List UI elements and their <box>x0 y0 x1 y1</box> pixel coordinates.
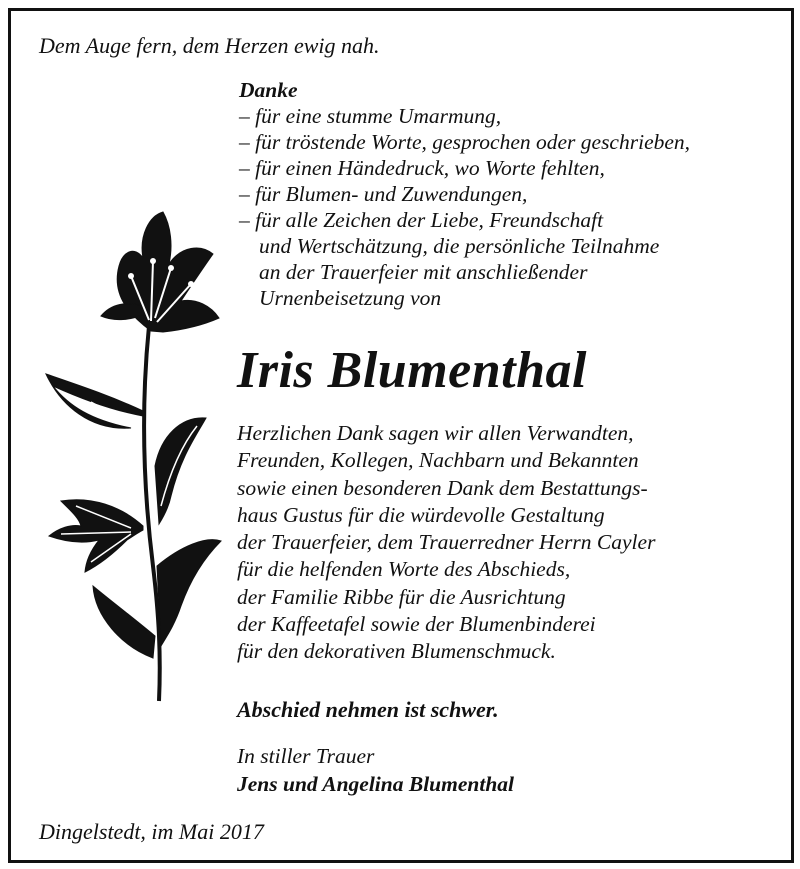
gratitude-line: der Familie Ribbe für die Ausrichtung <box>237 584 566 609</box>
thanks-item: – für tröstende Worte, gesprochen oder geschrieben, <box>239 130 691 154</box>
gratitude-line: der Trauerfeier, dem Trauerredner Herrn Cayler <box>237 530 656 555</box>
thanks-continuation: an der Trauerfeier mit anschließender <box>259 260 588 284</box>
deceased-name: Iris Blumenthal <box>237 342 587 399</box>
farewell-line: Abschied nehmen ist schwer. <box>237 697 499 722</box>
gratitude-line: für den dekorativen Blumenschmuck. <box>237 639 556 664</box>
thanks-block <box>239 77 787 311</box>
mourning-block <box>237 742 514 798</box>
thanks-continuation: und Wertschätzung, die persönliche Teilnahme <box>259 234 660 258</box>
obituary-notice <box>8 8 794 863</box>
thanks-heading: Danke <box>239 78 298 102</box>
thanks-item: – für Blumen- und Zuwendungen, <box>239 182 528 206</box>
thanks-item: – für eine stumme Umarmung, <box>239 104 502 128</box>
gratitude-line: haus Gustus für die würdevolle Gestaltung <box>237 502 605 527</box>
thanks-item: – für alle Zeichen der Liebe, Freundschaft <box>239 208 604 232</box>
mourners-signature: Jens und Angelina Blumenthal <box>237 772 515 796</box>
place-date: Dingelstedt, im Mai 2017 <box>39 819 264 844</box>
gratitude-line: Freunden, Kollegen, Nachbarn und Bekannten <box>237 448 639 473</box>
thanks-item: – für einen Händedruck, wo Worte fehlten, <box>239 156 605 180</box>
gratitude-line: Herzlichen Dank sagen wir allen Verwandten, <box>237 421 634 445</box>
gratitude-line: der Kaffeetafel sowie der Blumenbinderei <box>237 612 596 637</box>
mourning-intro: In stiller Trauer <box>237 744 375 768</box>
thanks-continuation: Urnenbeisetzung von <box>259 286 442 310</box>
gratitude-line: für die helfenden Worte des Abschieds, <box>237 557 571 582</box>
gratitude-line: sowie einen besonderen Dank dem Bestattungs- <box>237 475 648 500</box>
gratitude-text <box>237 420 785 666</box>
lily-flower-icon <box>31 206 231 706</box>
motto: Dem Auge fern, dem Herzen ewig nah. <box>39 33 380 58</box>
